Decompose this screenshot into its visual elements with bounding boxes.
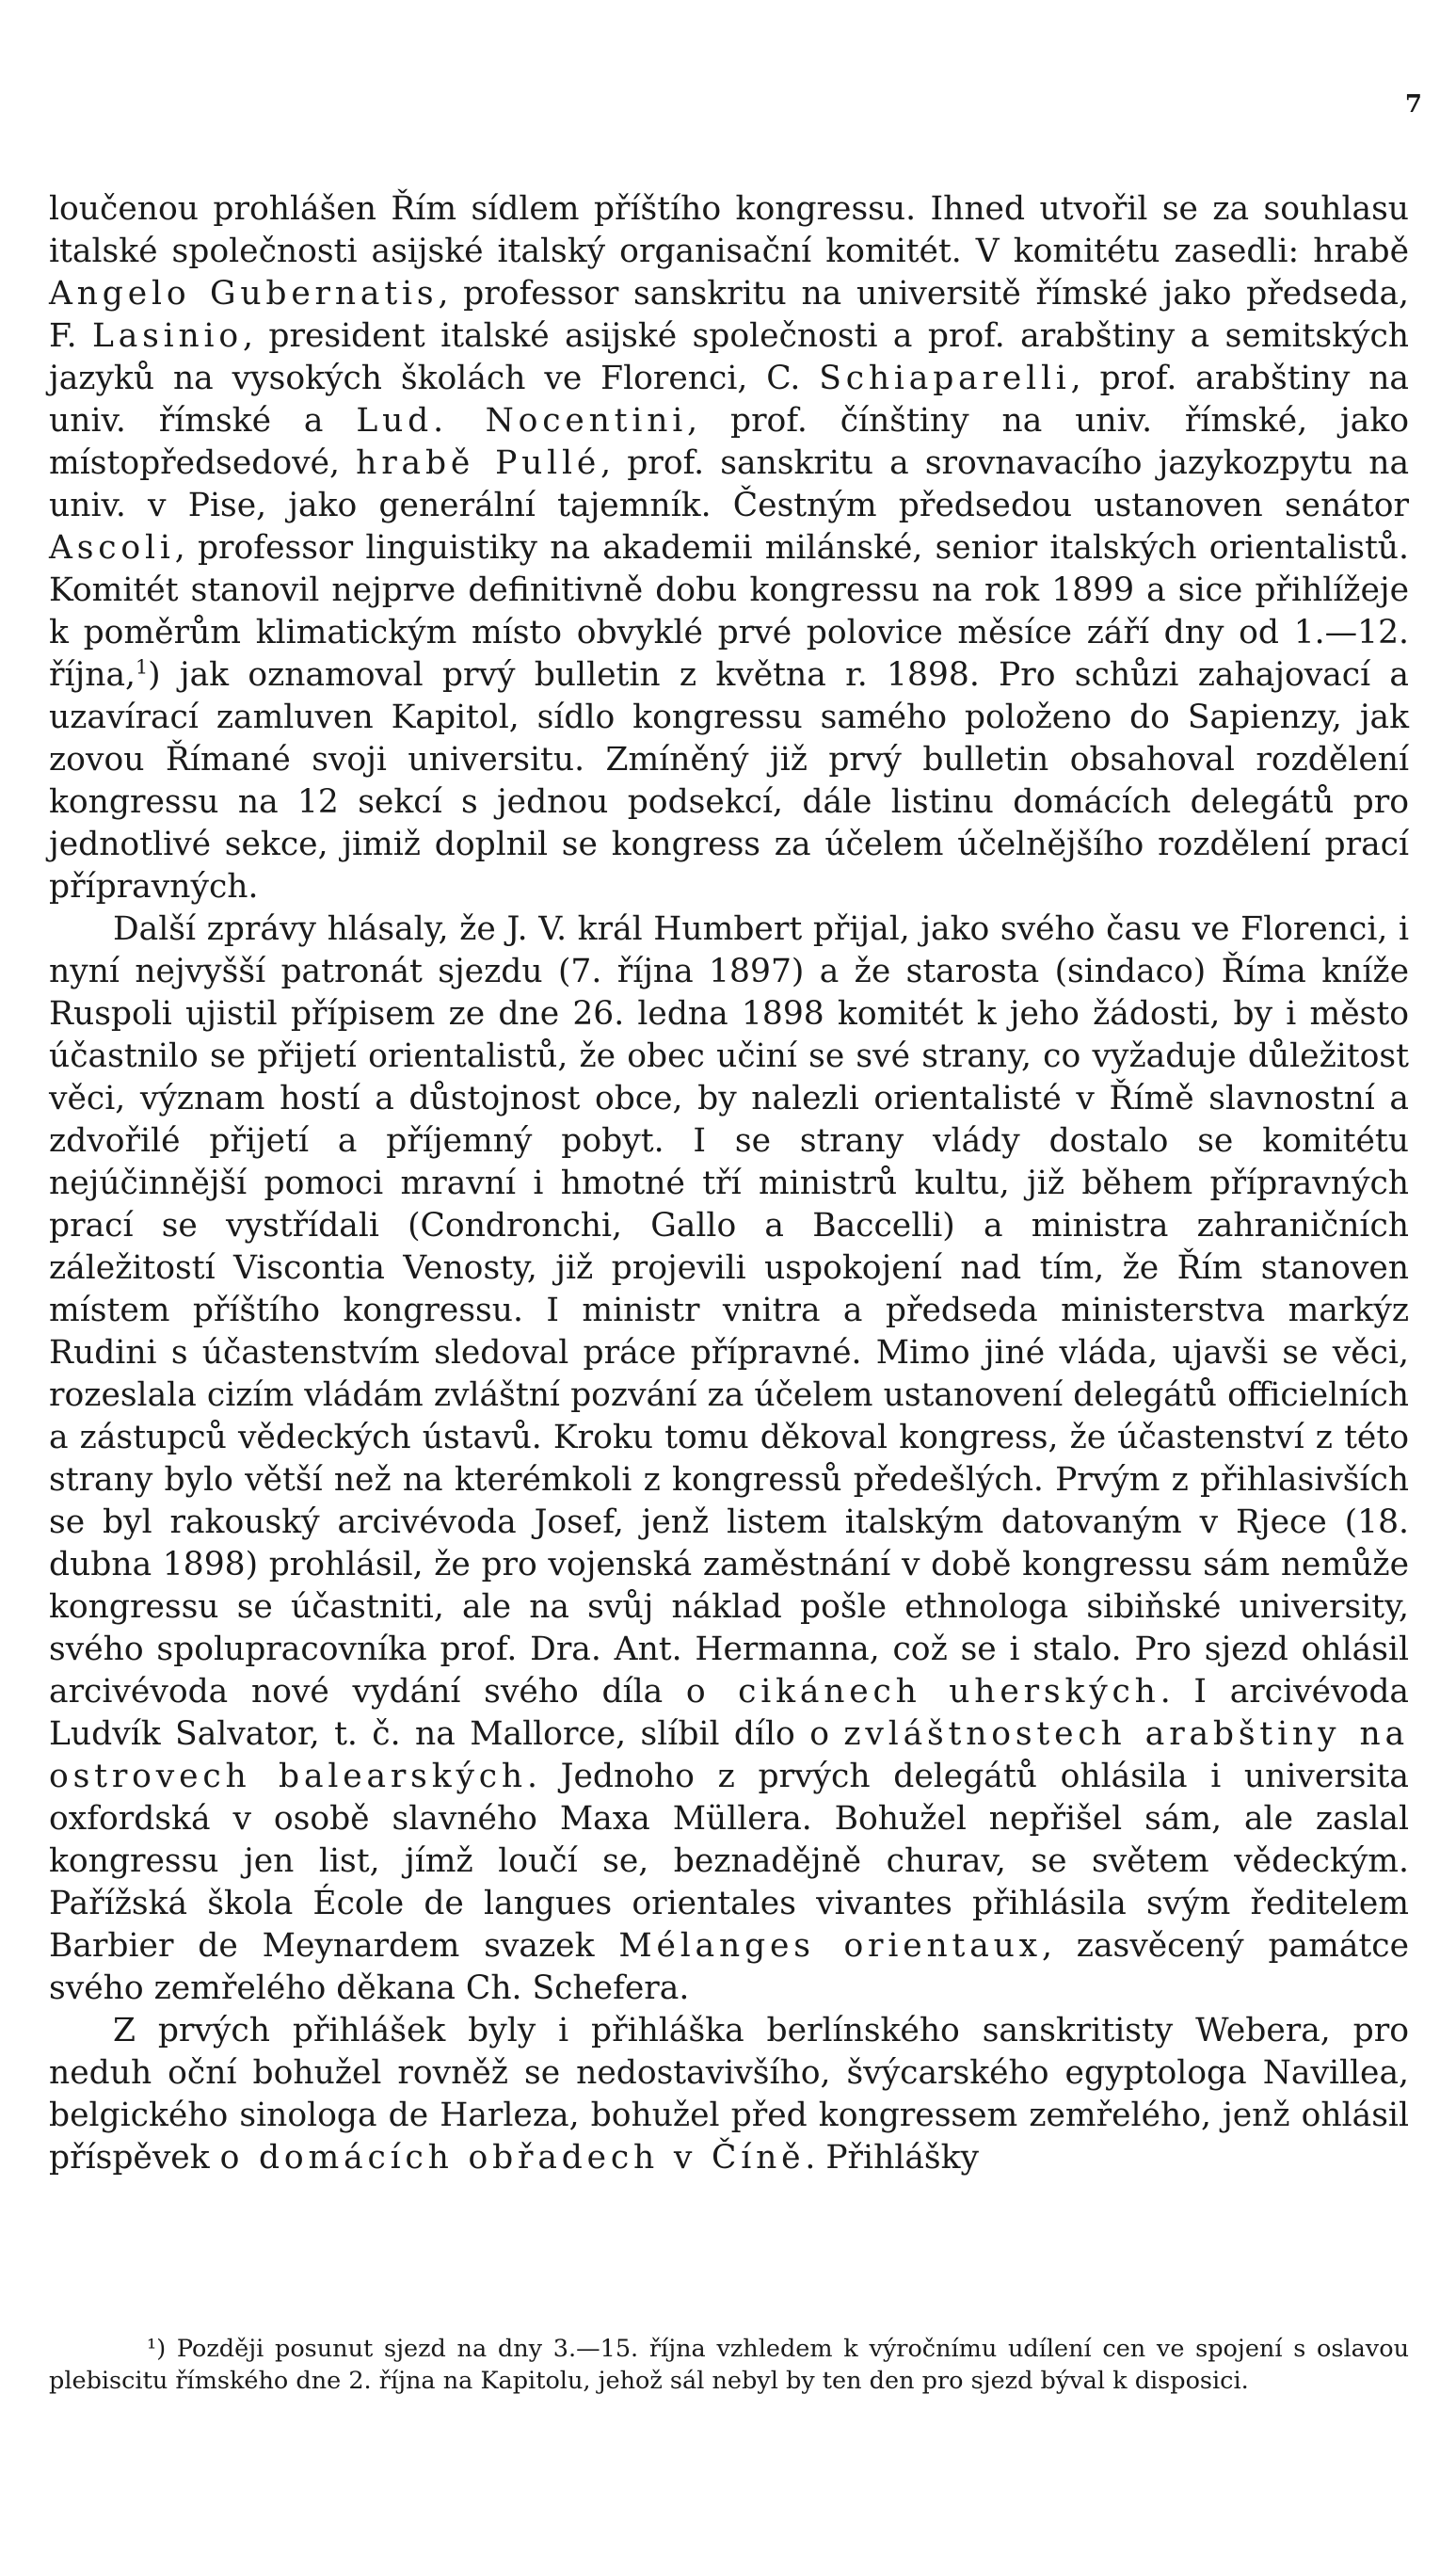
text-run: ) jak oznamoval prvý bulletin z května r. 1898. Pro schůzi zahajovací a uzavírací zamluven Kapitol, sídlo kongressu samého položeno do Sapienzy, jak zovou Římané svoji universitu. Zmíněný již prvý bulletin obsahoval rozdělení kongressu na 12 sekcí s jednou podsekcí, dále listinu domácích delegátů pro jednotlivé sekce, jimiž doplnil se kongress za účelem účelnějšího rozdělení prací přípravných. [49,656,1409,906]
footnote-text: Později posunut sjezd na dny 3.—15. října vzhledem k výročnímu udílení cen ve spojení s oslavou plebiscitu římského dne 2. října na Kapitolu, jehož sál nebyl by ten den pro sjezd býval k disposici. [49,2335,1409,2395]
spaced-emphasis: Angelo Gubernatis [49,275,439,313]
text-run: . Jednoho z prvých delegátů ohlásila i universita oxfordská v osobě slavného Maxa Müllera. Bohužel nepřišel sám, ale zaslal kongressu jen list, jímž loučí se, beznadějně churav, se světem vědeckým. Pařížská škola École de langues orientales vivantes přihlásila svým ředitelem Barbier de Meynardem svazek [49,1758,1409,1965]
text-run: . I arcivévoda Ludvík Salvator, t. č. na Mallorce, slíbil dílo o [49,1673,1409,1753]
spaced-emphasis: Ascoli [49,529,175,567]
paragraph [49,2010,1409,2179]
spaced-emphasis: Schiaparelli [819,360,1071,397]
text-run: Z prvých přihlášek byly i přihláška berlínského sanskritisty Webera, pro neduh oční bohužel rovněž se nedostavivšího, švýcarského egyptologa Navillea, belgického sinologa de Harleza, bohužel před kongressem zemřelého, jenž ohlásil příspěvek [49,2012,1409,2177]
footnote-number: ¹) [147,2335,167,2363]
text-run: , prof. arabštiny na univ. římské a [49,360,1409,440]
text-run: , professor sanskritu na universitě římské jako předseda, F. [49,275,1409,355]
page-number: 7 [1404,90,1422,119]
footnote [49,2333,1409,2397]
text-run: , prof. sanskritu a srovnavacího jazykozpytu na univ. v Pise, jako generální tajemník. Čestným předsedou ustanoven senátor [49,444,1410,524]
footnote-marker: 1 [135,655,149,679]
spaced-emphasis: Lud. Nocentini [356,402,688,440]
spaced-emphasis: hrabě Pullé [356,444,601,482]
paragraph [49,188,1409,908]
text-run: . Přihlášky [805,2139,979,2177]
spaced-emphasis: zvláštnostech arabštiny na ostrovech balearských [49,1715,1409,1795]
spaced-emphasis: o domácích obřadech v Číně [219,2139,806,2177]
body-text [49,188,1409,2179]
text-run: , president italské asijské společnosti a prof. arabštiny a semitských jazyků na vysokých školách ve Florenci, C. [49,317,1409,397]
footnotes [49,2333,1409,2397]
text-run: , zasvěcený památce svého zemřelého děkana Ch. Schefera. [49,1927,1409,2007]
spaced-emphasis: o cikánech uherských [685,1673,1160,1711]
spaced-emphasis: Mélanges orientaux [618,1927,1042,1965]
paragraph [49,908,1409,2010]
text-run: , prof. čínštiny na univ. římské, jako místopředsedové, [49,402,1409,482]
spaced-emphasis: Lasinio [91,317,244,355]
text-run: loučenou prohlášen Řím sídlem příštího kongressu. Ihned utvořil se za souhlasu italské společnosti asijské italský organisační komitét. V komitétu zasedli: hrabě [49,190,1409,270]
text-run: Další zprávy hlásaly, že J. V. král Humbert přijal, jako svého času ve Florenci, i nyní nejvyšší patronát sjezdu (7. října 1897) a že starosta (sindaco) Říma kníže Ruspoli ujistil přípisem ze dne 26. ledna 1898 komitét k jeho žádosti, by i město účastnilo se přijetí orientalistů, že obec učiní se své strany, co vyžaduje důležitost věci, význam hostí a důstojnost obce, by nalezli orientalisté v Římě slavnostní a zdvořilé přijetí a příjemný pobyt. I se strany vlády dostalo se komitétu nejúčinnější pomoci mravní i hmotné tří ministrů kultu, již během přípravných prací se vystřídali (Condronchi, Gallo a Baccelli) a ministra zahraničních záležitostí Viscontia Venosty, již projevili uspokojení nad tím, že Řím stanoven místem příštího kongressu. I ministr vnitra a předseda ministerstva markýz Rudini s účastenstvím sledoval práce přípravné. Mimo jiné vláda, ujavši se věci, rozeslala cizím vládám zvláštní pozvání za účelem ustanovení delegátů officielních a zástupců vědeckých ústavů. Kroku tomu děkoval kongress, že účastenství z této strany bylo větší než na kterémkoli z kongressů předešlých. Prvým z přihlasivších se byl rakouský arcivévoda Josef, jenž listem italským datovaným v Rjece (18. dubna 1898) prohlásil, že pro vojenská zaměstnání v době kongressu sám nemůže kongressu se účastniti, ale na svůj náklad pošle ethnologa sibiňské university, svého spolupracovníka prof. Dra. Ant. Hermanna, což se i stalo. Pro sjezd ohlásil arcivévoda nové vydání svého díla [49,910,1409,1711]
text-run: , professor linguistiky na akademii milánské, senior italských orientalistů. Komitét stanovil nejprve definitivně dobu kongressu na rok 1899 a sice přihlížeje k poměrům klimatickým místo obvyklé prvé polovice měsíce září dny od 1.—12. října, [49,529,1409,694]
